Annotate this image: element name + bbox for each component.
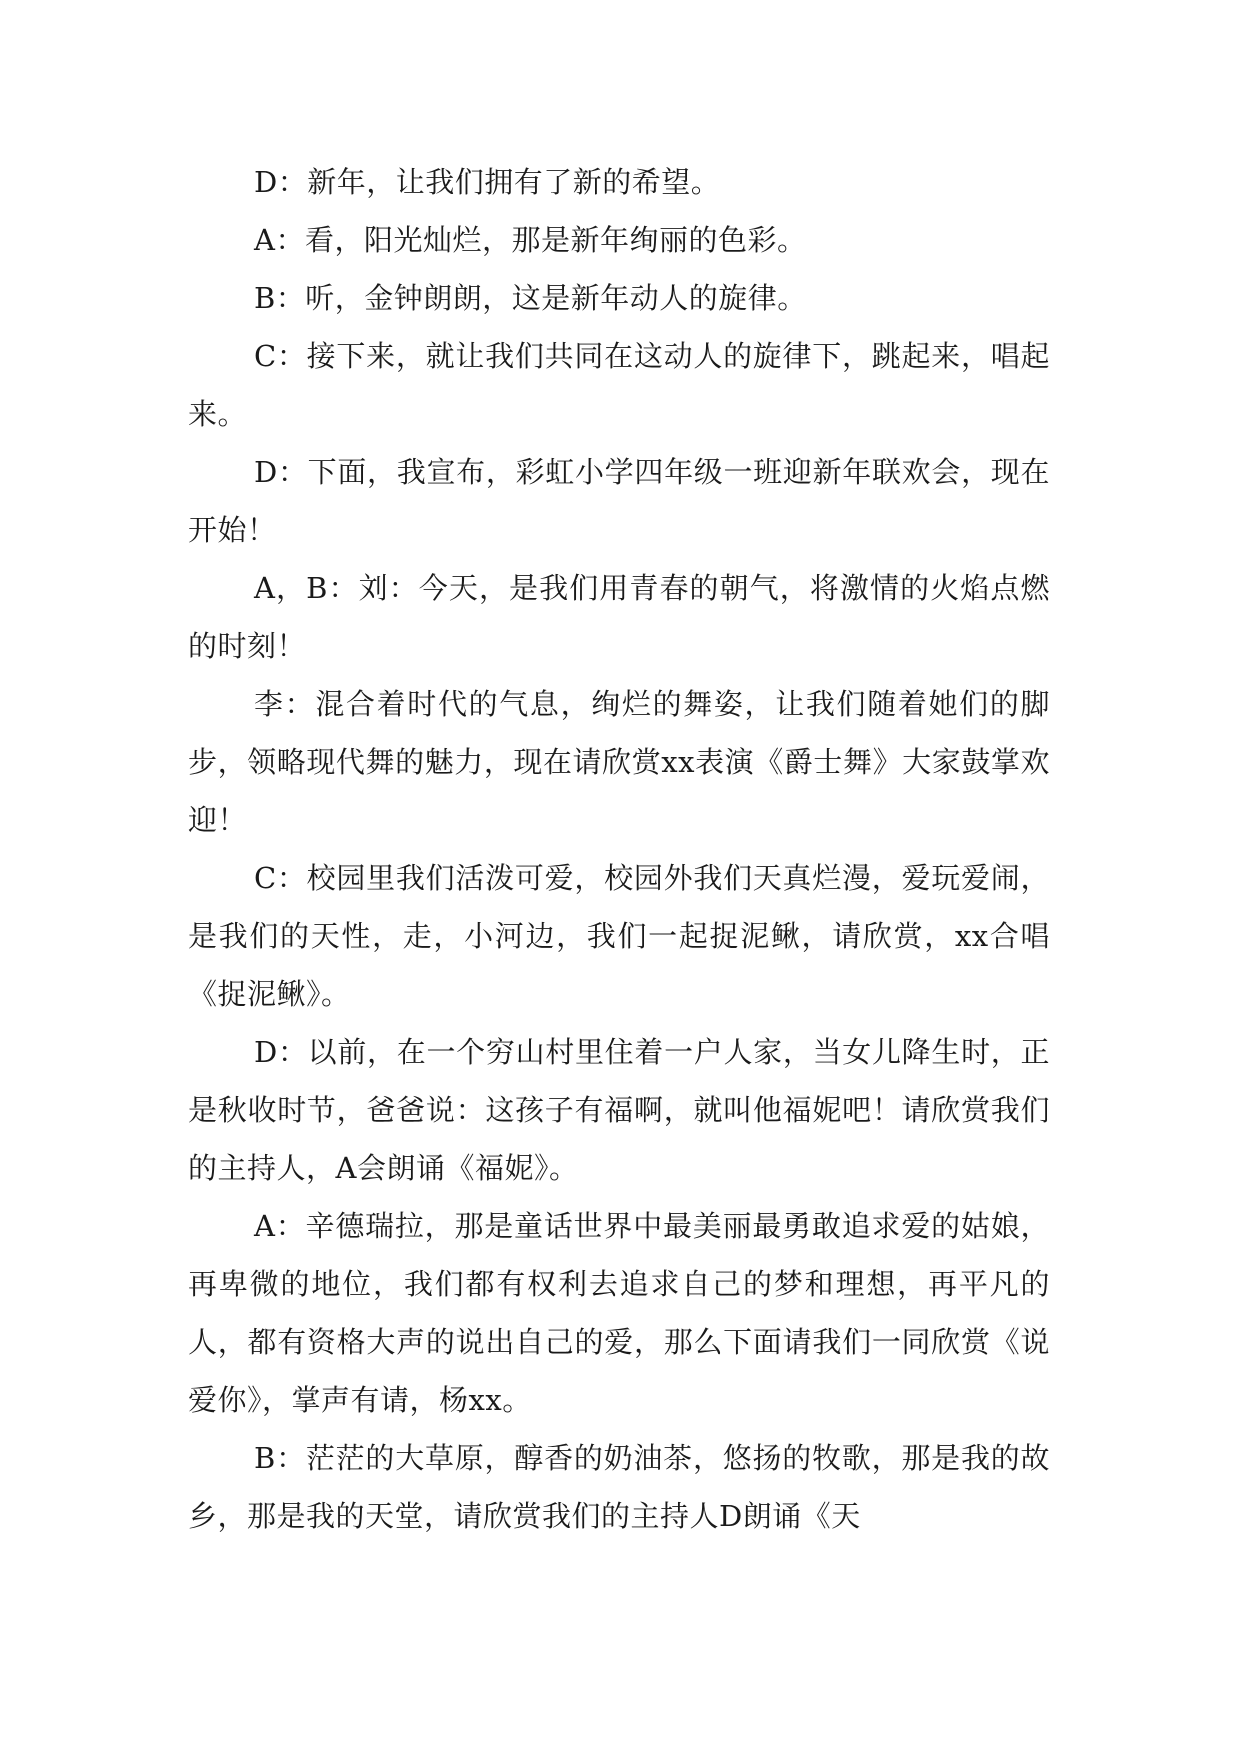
paragraph: D：新年，让我们拥有了新的希望。 bbox=[254, 165, 721, 199]
paragraph: 李：混合着时代的气息，绚烂的舞姿，让我们随着她们的脚步，领略现代舞的魅力，现在请欣赏xx表演《爵士舞》大家鼓掌欢迎！ bbox=[188, 687, 1050, 837]
paragraph: C：接下来，就让我们共同在这动人的旋律下，跳起来，唱起来。 bbox=[188, 339, 1050, 431]
paragraph: B：茫茫的大草原，醇香的奶油茶，悠扬的牧歌，那是我的故乡，那是我的天堂，请欣赏我们的主持人D朗诵《天 bbox=[188, 1441, 1050, 1533]
paragraph: C：校园里我们活泼可爱，校园外我们天真烂漫，爱玩爱闹，是我们的天性，走，小河边，我们一起捉泥鳅，请欣赏，xx合唱《捉泥鳅》。 bbox=[188, 861, 1050, 1011]
paragraph: A：看，阳光灿烂，那是新年绚丽的色彩。 bbox=[254, 223, 807, 257]
paragraph: D：以前，在一个穷山村里住着一户人家，当女儿降生时，正是秋收时节，爸爸说：这孩子有福啊，就叫他福妮吧！请欣赏我们的主持人，A会朗诵《福妮》。 bbox=[188, 1035, 1050, 1185]
document-body bbox=[188, 153, 1050, 1545]
paragraph: B：听，金钟朗朗，这是新年动人的旋律。 bbox=[254, 281, 807, 315]
paragraph: D：下面，我宣布，彩虹小学四年级一班迎新年联欢会，现在开始！ bbox=[188, 455, 1050, 547]
paragraph: A，B：刘：今天，是我们用青春的朝气，将激情的火焰点燃的时刻！ bbox=[188, 571, 1050, 663]
paragraph: A：辛德瑞拉，那是童话世界中最美丽最勇敢追求爱的姑娘，再卑微的地位，我们都有权利去追求自己的梦和理想，再平凡的人，都有资格大声的说出自己的爱，那么下面请我们一同欣赏《说爱你》，掌声有请，杨xx。 bbox=[188, 1209, 1050, 1417]
